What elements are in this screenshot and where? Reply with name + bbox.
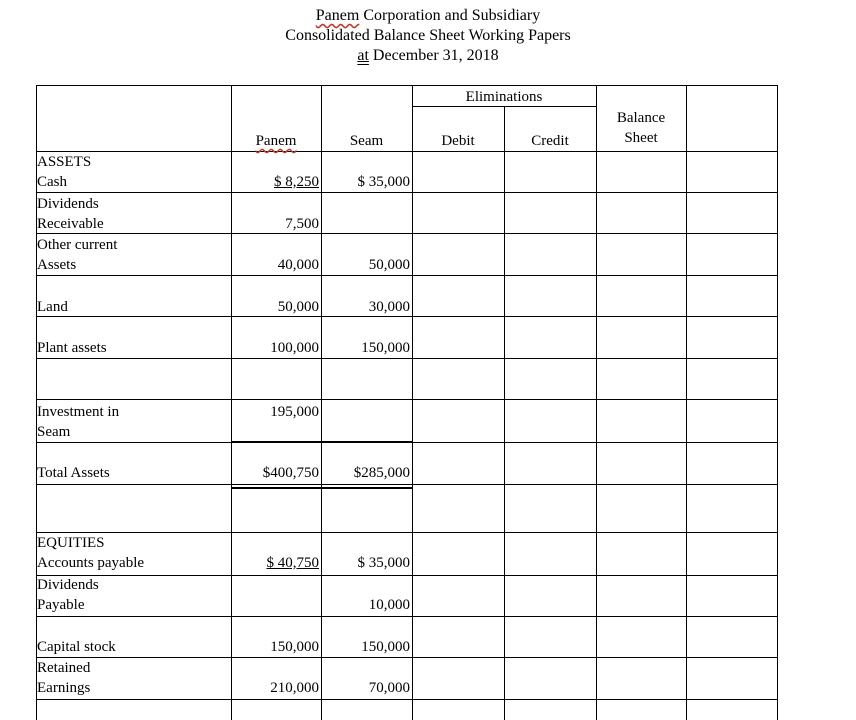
total-assets-label: Total Assets [37, 465, 110, 481]
plant-assets-seam: 150,000 [361, 340, 410, 356]
grid-line [36, 532, 777, 533]
grid-line [36, 275, 777, 276]
capital-stock-seam: 150,000 [361, 639, 410, 655]
company-name: Panem [315, 7, 360, 24]
accounts-payable-label: Accounts payable [37, 555, 145, 571]
grid-line [36, 399, 777, 400]
dividends-payable-seam: 10,000 [368, 597, 410, 613]
other-current-assets-panem: 40,000 [277, 257, 319, 273]
other-current-assets-seam: 50,000 [368, 257, 410, 273]
retained-earnings-label-2: Earnings [37, 680, 91, 696]
other-current-assets-label-1: Other current [37, 237, 118, 253]
grid-line [36, 699, 777, 700]
accounts-payable-seam: $ 35,000 [357, 555, 410, 571]
investment-label-2: Seam [37, 424, 71, 440]
eliminations-header: Eliminations [465, 89, 543, 105]
dividends-payable-label-2: Payable [37, 597, 85, 613]
plant-assets-label: Plant assets [37, 340, 107, 356]
dividends-receivable-panem: 7,500 [285, 216, 319, 232]
total-assets-seam: $285,000 [353, 465, 410, 481]
cash-seam: $ 35,000 [357, 174, 410, 190]
grid-line [36, 85, 777, 86]
land-seam: 30,000 [368, 299, 410, 315]
balance-sheet-header-2: Sheet [624, 130, 658, 146]
grid-line [36, 192, 777, 193]
land-label: Land [37, 299, 68, 315]
grid-line [504, 106, 505, 720]
grid-line [36, 657, 777, 658]
grid-line [36, 151, 777, 152]
panem-header: Panem [255, 133, 297, 149]
land-panem: 50,000 [277, 299, 319, 315]
accounts-payable-panem: $ 40,750 [266, 555, 319, 571]
total-assets-panem: $400,750 [262, 465, 319, 481]
plant-assets-panem: 100,000 [270, 340, 319, 356]
dividends-payable-label-1: Dividends [37, 577, 99, 593]
credit-header: Credit [531, 133, 569, 149]
assets-heading: ASSETS [37, 154, 92, 170]
investment-panem: 195,000 [270, 404, 319, 420]
capital-stock-panem: 150,000 [270, 639, 319, 655]
cash-panem: $ 8,250 [274, 174, 319, 190]
grid-line [36, 575, 777, 576]
equities-heading: EQUITIES [37, 535, 105, 551]
grid-line [686, 85, 687, 720]
balance-sheet-header-1: Balance [616, 110, 666, 126]
retained-earnings-label-1: Retained [37, 660, 91, 676]
title-line-3: at December 31, 2018 [357, 47, 499, 64]
investment-label-1: Investment in [37, 404, 120, 420]
grid-line [36, 616, 777, 617]
retained-earnings-seam: 70,000 [368, 680, 410, 696]
grid-line [36, 233, 777, 234]
dividends-receivable-label-1: Dividends [37, 196, 99, 212]
grid-line [36, 484, 777, 485]
grid-line [596, 85, 597, 720]
grid-line [412, 85, 413, 720]
title-line-1: Panem Corporation and Subsidiary [315, 7, 541, 24]
dividends-receivable-label-2: Receivable [37, 216, 104, 232]
grid-line [36, 358, 777, 359]
cash-label: Cash [37, 174, 67, 190]
grid-line [777, 85, 778, 720]
capital-stock-label: Capital stock [37, 639, 116, 655]
retained-earnings-panem: 210,000 [270, 680, 319, 696]
grid-line [36, 316, 777, 317]
title-line-2: Consolidated Balance Sheet Working Papers [285, 27, 571, 44]
seam-header: Seam [349, 133, 384, 149]
other-current-assets-label-2: Assets [37, 257, 77, 273]
debit-header: Debit [441, 133, 475, 149]
